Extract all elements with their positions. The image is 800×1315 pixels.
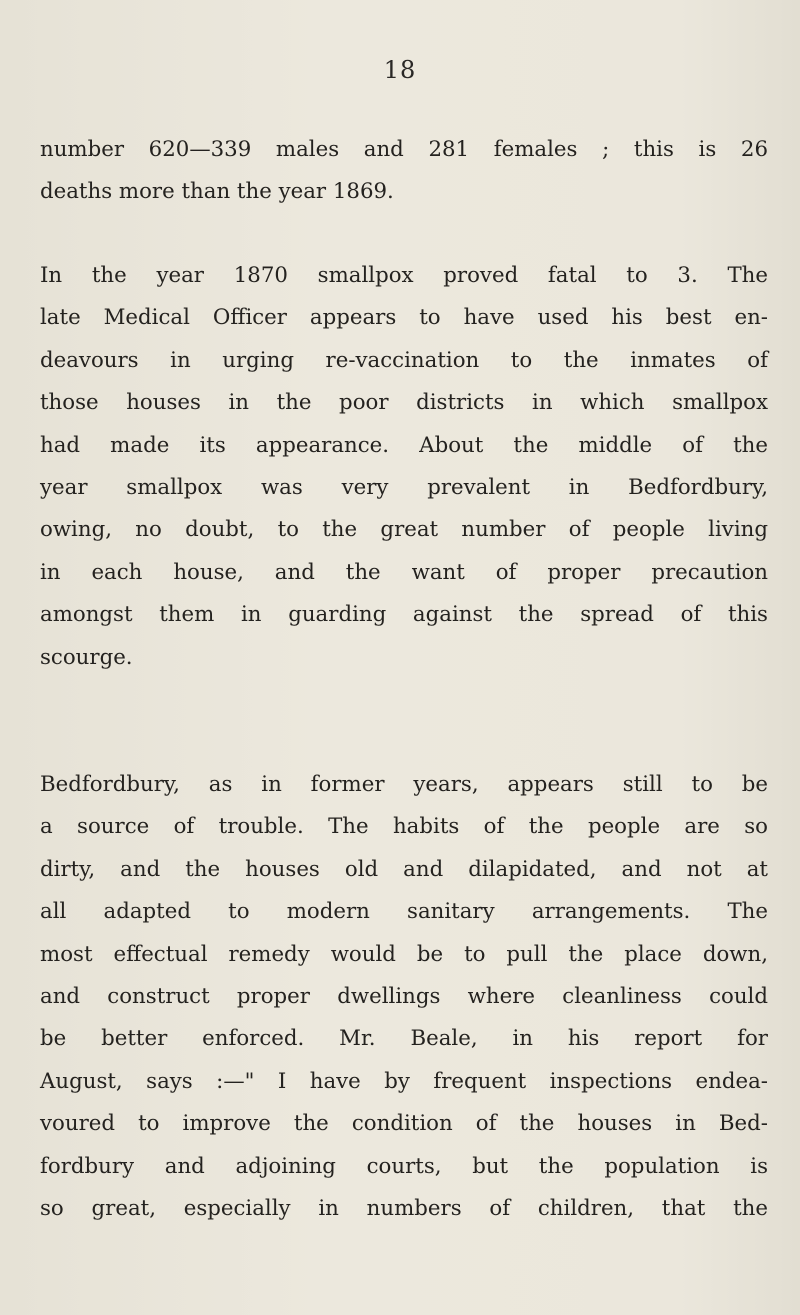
text-line: dirty, and the houses old and dilapidated, and not at	[40, 856, 768, 882]
text-line: deaths more than the year 1869.	[40, 179, 394, 205]
text-line: in each house, and the want of proper precaution	[40, 559, 768, 585]
text-line: In the year 1870 smallpox proved fatal to 3. The	[40, 263, 768, 288]
paragraph-smallpox	[40, 255, 768, 679]
text-line: owing, no doubt, to the great number of people living	[40, 517, 768, 543]
text-line: those houses in the poor districts in which smallpox	[40, 390, 768, 416]
text-line: be better enforced. Mr. Beale, in his report for	[40, 1026, 768, 1052]
text-line: Bedfordbury, as in former years, appears still to be	[40, 772, 768, 797]
text-line: scourge.	[40, 644, 133, 670]
text-line: amongst them in guarding against the spread of this	[40, 602, 768, 628]
text-line: August, says :—" I have by frequent inspections endea-	[40, 1068, 768, 1094]
paragraph-bedfordbury	[40, 764, 768, 1230]
text-line: most effectual remedy would be to pull the place down,	[40, 941, 768, 967]
text-line: so great, especially in numbers of children, that the	[40, 1195, 768, 1221]
text-line: fordbury and adjoining courts, but the population is	[40, 1153, 768, 1179]
text-line: late Medical Officer appears to have used his best en-	[40, 305, 768, 331]
text-line: a source of trouble. The habits of the people are so	[40, 814, 768, 840]
text-line: deavours in urging re-vaccination to the inmates of	[40, 347, 768, 373]
text-line: year smallpox was very prevalent in Bedfordbury,	[40, 474, 768, 500]
text-line: had made its appearance. About the middle of the	[40, 432, 768, 458]
text-line: voured to improve the condition of the houses in Bed-	[40, 1111, 768, 1137]
text-line: all adapted to modern sanitary arrangements. The	[40, 899, 768, 925]
page-number: 18	[383, 56, 417, 84]
text-line: and construct proper dwellings where cleanliness could	[40, 983, 768, 1009]
text-line: number 620—339 males and 281 females ; this is 26	[40, 137, 768, 162]
paragraph-deaths-count	[40, 129, 768, 214]
